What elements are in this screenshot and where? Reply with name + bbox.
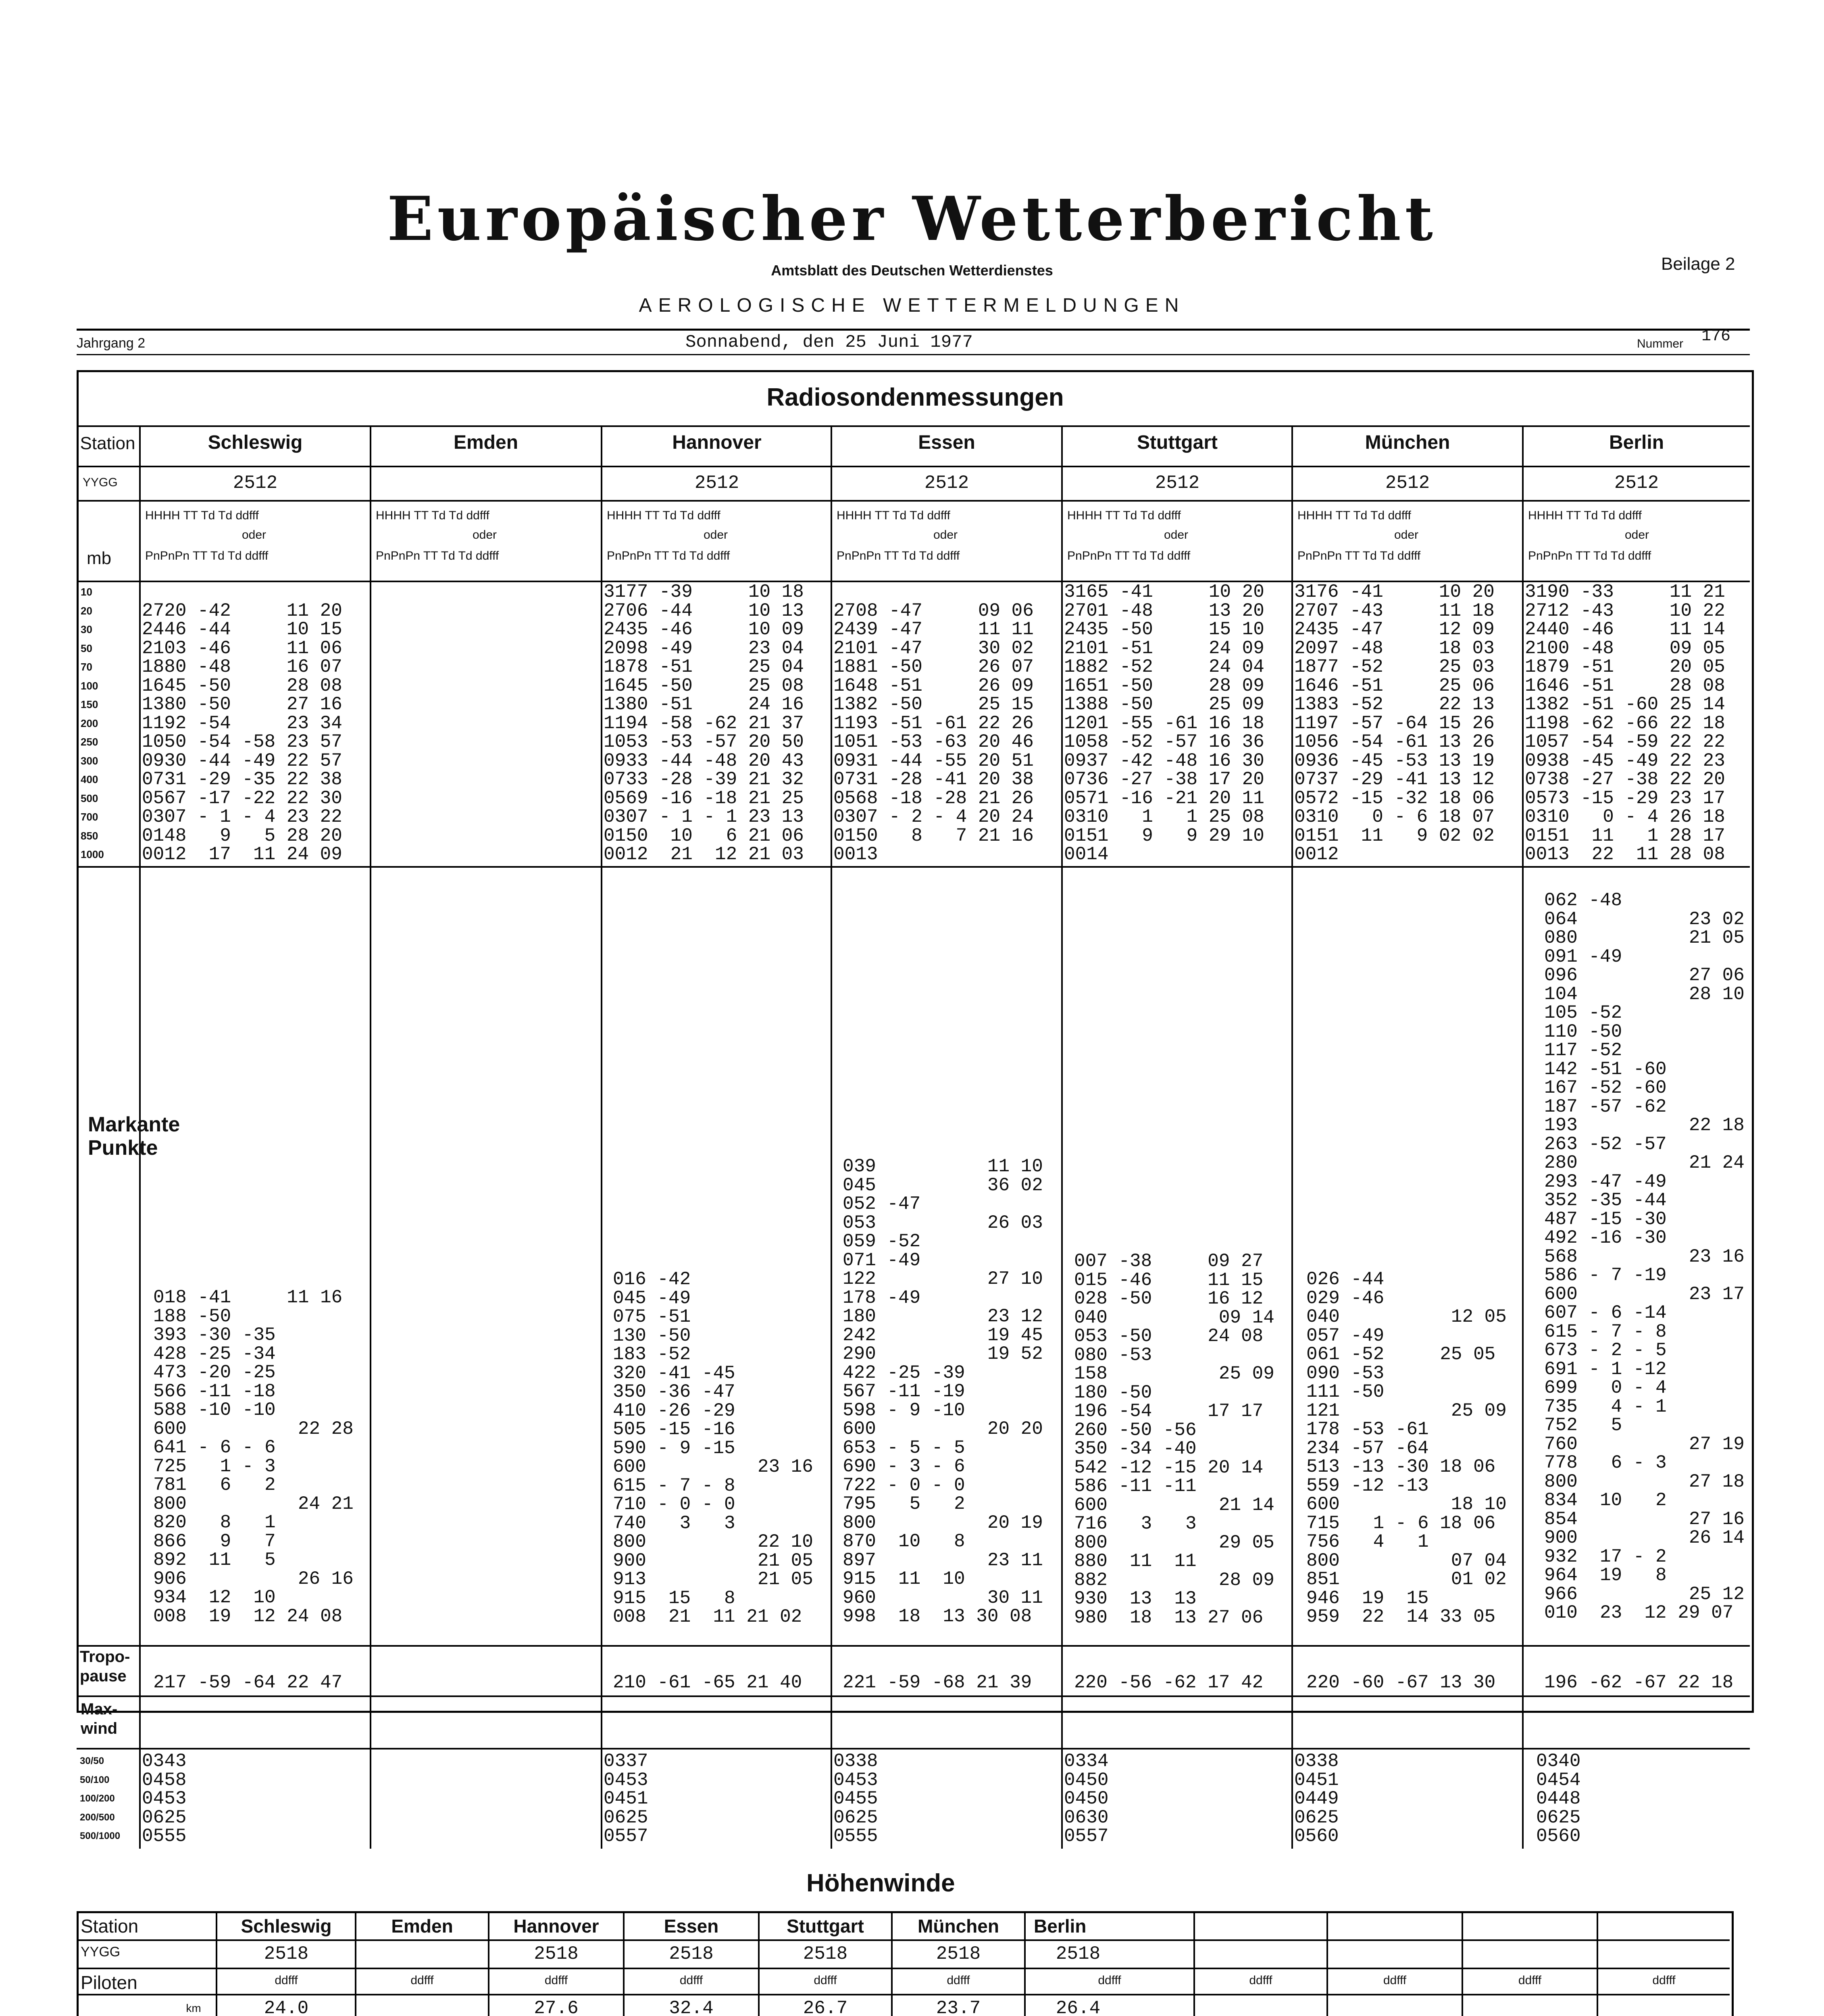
- yygg-value: 2512: [1155, 473, 1200, 494]
- col-head-or: oder: [473, 528, 497, 541]
- col-head: HHHH TT Td Td ddfff: [837, 509, 950, 522]
- station-name: Stuttgart: [1137, 432, 1218, 453]
- tropopause-value: 220 -60 -67 13 30: [1306, 1672, 1496, 1693]
- station-data: 2720 -42 11 20 2446 -44 10 15 2103 -46 11 06 1880 -48 16 07 1645 -50 28 08 1380 -50 27 16 1192 -54 23 34 1050 -54 -58 23 57 0930 -44 -49 22 57 0731 -29 -35 22 38 0567 -17 -22 22 30 0307 - 1 - 4 23 22 0148 9 5 28 20 0012 17 11 24 09: [142, 600, 342, 865]
- shear-layers: 30/50 50/100 100/200 200/500 500/1000: [80, 1756, 121, 1841]
- gipfel-km: 23.7: [936, 1998, 981, 2016]
- shear-values: 0343 0458 0453 0625 0555: [142, 1751, 187, 1847]
- station-data: 3165 -41 10 20 2701 -48 13 20 2435 -50 15 10 2101 -51 24 09 1882 -52 24 04 1651 -50 28 09 1388 -50 25 09 1201 -55 -61 16 18 1058 -52 -57 16 36 0937 -42 -48 16 30 0736 -27 -38 17 20 0571 -16 -21 20 11 0310 1 1 25 08 0151 9 9 29 10 0014: [1064, 581, 1264, 865]
- station-name: Essen: [918, 432, 975, 453]
- jahrgang-label: Jahrgang 2: [77, 335, 146, 351]
- station-data: 3176 -41 10 20 2707 -43 11 18 2435 -47 12 09 2097 -48 18 03 1877 -52 25 03 1646 -51 25 06 1383 -52 22 13 1197 -57 -64 15 26 1056 -54 -61 13 26 0936 -45 -53 13 19 0737 -29 -41 13 12 0572 -15 -32 18 06 0310 0 - 6 18 07 0151 11 9 02 02 0012: [1294, 581, 1495, 865]
- hw-station-name: Hannover: [513, 1916, 599, 1937]
- column-divider: [1326, 1911, 1328, 2016]
- col-head: HHHH TT Td Td ddfff: [376, 509, 489, 522]
- col-head: HHHH TT Td Td ddfff: [145, 509, 259, 522]
- grid-line: [77, 1939, 1730, 1941]
- hw-yygg: 2518: [936, 1943, 981, 1964]
- col-head-or: oder: [1394, 528, 1419, 541]
- col-head: HHHH TT Td Td ddfff: [1528, 509, 1642, 522]
- markante-data: 016 -42 045 -49 075 -51 130 -50 183 -52 320 -41 -45 350 -36 -47 410 -26 -29 505 -15 -16 590 - 9 -15 600 23 16 615 - 7 - 8 710 - 0 - 0 740 3 3 800 22 10 900 21 05 913 21 05 915 15 8 008 21 11 21 02: [613, 1269, 813, 1627]
- shear-values: 0334 0450 0450 0630 0557: [1064, 1751, 1109, 1847]
- station-name: Hannover: [672, 432, 762, 453]
- column-divider: [216, 1911, 217, 2016]
- grid-line: [77, 500, 1750, 502]
- column-divider: [1597, 1911, 1598, 2016]
- col-head: PnPnPn TT Td Td ddfff: [1528, 549, 1651, 562]
- hw-station-name: Emden: [391, 1916, 453, 1937]
- hw-yygg: 2518: [803, 1943, 848, 1964]
- column-divider: [831, 425, 832, 1849]
- station-name: Schleswig: [208, 432, 303, 453]
- column-divider: [1522, 425, 1524, 1849]
- hw-ddfff-head: ddfff: [1383, 1974, 1407, 1987]
- grid-line: [77, 1748, 1750, 1749]
- document-subtitle: Amtsblatt des Deutschen Wetterdienstes: [771, 262, 1053, 279]
- column-divider: [1061, 425, 1063, 1849]
- markante-data: 062 -48 064 23 02 080 21 05 091 -49 096 27 06 104 28 10 105 -52 110 -50 117 -52 142 -51 -60 167 -52 -60 187 -57 -62 193 22 18 263 -52 -57 280 21 24 293 -47 -49 352 -35 -44 487 -15 -30 492 -16 -30 568 23 16 586 - 7 -19 600 23 17 607 - 6 -14 615 - 7 - 8 673 - 2 - 5 691 - 1 -12 699 0 - 4 735 4 - 1 752 5 760 27 19 778 6 - 3 800 27 18 834 10 2 854 27 16 900 26 14 932 17 - 2 964 19 8 966 25 12 010 23 12 29 07: [1544, 890, 1745, 1623]
- hw-yygg: 2518: [534, 1943, 579, 1964]
- hw-station-label: Station: [81, 1916, 139, 1937]
- col-head: PnPnPn TT Td Td ddfff: [145, 549, 269, 562]
- hw-yygg: 2518: [1056, 1943, 1101, 1964]
- station-data: 3177 -39 10 18 2706 -44 10 13 2435 -46 10 09 2098 -49 23 04 1878 -51 25 04 1645 -50 25 08 1380 -51 24 16 1194 -58 -62 21 37 1053 -53 -57 20 50 0933 -44 -48 20 43 0733 -28 -39 21 32 0569 -16 -18 21 25 0307 - 1 - 1 23 13 0150 10 6 21 06 0012 21 12 21 03: [604, 581, 804, 865]
- markante-data: 026 -44 029 -46 040 12 05 057 -49 061 -52 25 05 090 -53 111 -50 121 25 09 178 -53 -61 234 -57 -64 513 -13 -30 18 06 559 -12 -13 600 18 10 715 1 - 6 18 06 756 4 1 800 07 04 851 01 02 946 19 15 959 22 14 33 05: [1306, 1269, 1507, 1627]
- yygg-value: 2512: [1385, 473, 1430, 494]
- hw-station-name: Essen: [664, 1916, 719, 1937]
- gipfel-km: 24.0: [264, 1998, 309, 2016]
- header-rule-bottom: [77, 354, 1750, 355]
- shear-values: 0337 0453 0451 0625 0557: [604, 1751, 648, 1847]
- hw-yygg-label: YYGG: [81, 1944, 121, 1960]
- col-head: PnPnPn TT Td Td ddfff: [607, 549, 730, 562]
- column-divider: [601, 425, 602, 1849]
- yygg-value: 2512: [694, 473, 739, 494]
- hw-ddfff-head: ddfff: [679, 1974, 703, 1987]
- nummer-label: Nummer: [1637, 337, 1684, 350]
- column-divider: [1291, 425, 1293, 1849]
- col-head: PnPnPn TT Td Td ddfff: [837, 549, 960, 562]
- markante-punkte-label: Markante Punkte: [88, 1113, 180, 1160]
- col-head: PnPnPn TT Td Td ddfff: [376, 549, 499, 562]
- station-data: 3190 -33 11 21 2712 -43 10 22 2440 -46 11 14 2100 -48 09 05 1879 -51 20 05 1646 -51 28 08 1382 -51 -60 25 14 1198 -62 -66 22 18 1057 -54 -59 22 22 0938 -45 -49 22 23 0738 -27 -38 22 20 0573 -15 -29 23 17 0310 0 - 4 26 18 0151 11 1 28 17 0013 22 11 28 08: [1525, 581, 1725, 865]
- hw-yygg: 2518: [264, 1943, 309, 1964]
- shear-values: 0338 0453 0455 0625 0555: [833, 1751, 878, 1847]
- markante-data: 018 -41 11 16 188 -50 393 -30 -35 428 -25 -34 473 -20 -25 566 -11 -18 588 -10 -10 600 22 28 641 - 6 - 6 725 1 - 3 781 6 2 800 24 21 820 8 1 866 9 7 892 11 5 906 26 16 934 12 10 008 19 12 24 08: [153, 1287, 354, 1627]
- col-head-or: oder: [933, 528, 958, 541]
- hw-ddfff-head: ddfff: [814, 1974, 837, 1987]
- tropopause-value: 220 -56 -62 17 42: [1074, 1672, 1264, 1693]
- nummer-value: 176: [1701, 327, 1731, 346]
- station-name: München: [1365, 432, 1450, 453]
- grid-line: [77, 425, 1750, 427]
- hw-station-name: Schleswig: [241, 1916, 332, 1937]
- hw-station-name: Stuttgart: [787, 1916, 864, 1937]
- hw-ddfff-head: ddfff: [947, 1974, 970, 1987]
- yygg-value: 2512: [924, 473, 969, 494]
- station-data: 2708 -47 09 06 2439 -47 11 11 2101 -47 30 02 1881 -50 26 07 1648 -51 26 09 1382 -50 25 15 1193 -51 -61 22 26 1051 -53 -63 20 46 0931 -44 -55 20 51 0731 -28 -41 20 38 0568 -18 -28 21 26 0307 - 2 - 4 20 24 0150 8 7 21 16 0013: [833, 600, 1034, 865]
- tropopause-value: 210 -61 -65 21 40: [613, 1672, 802, 1693]
- document-title: Europäischer Wetterbericht: [387, 183, 1437, 254]
- grid-line: [77, 866, 1750, 868]
- hw-ddfff-head: ddfff: [410, 1974, 434, 1987]
- col-head: PnPnPn TT Td Td ddfff: [1297, 549, 1421, 562]
- station-name: Emden: [453, 432, 518, 453]
- hw-ddfff-head: ddfff: [275, 1974, 298, 1987]
- maxwind-label: Max- wind: [81, 1700, 118, 1737]
- column-divider: [370, 425, 371, 1849]
- gipfel-km: 26.4: [1056, 1998, 1101, 2016]
- tropopause-label: Tropo- pause: [80, 1648, 130, 1685]
- tropopause-value: 217 -59 -64 22 47: [153, 1672, 343, 1693]
- pressure-levels: 10 20 30 50 70 100 150 200 250 300 400 500 700 850 1000: [81, 586, 104, 860]
- markante-data: 039 11 10 045 36 02 052 -47 053 26 03 059 -52 071 -49 122 27 10 178 -49 180 23 12 242 19 45 290 19 52 422 -25 -39 567 -11 -19 598 - 9 -10 600 20 20 653 - 5 - 5 690 - 3 - 6 722 - 0 - 0 795 5 2 800 20 19 870 10 8 897 23 11 915 11 10 960 30 11 998 18 13 30 08: [843, 1156, 1043, 1627]
- col-head-or: oder: [242, 528, 267, 541]
- hw-ddfff-head: ddfff: [1098, 1974, 1121, 1987]
- hoehenwinde-title: Höhenwinde: [806, 1869, 955, 1897]
- col-head: PnPnPn TT Td Td ddfff: [1067, 549, 1191, 562]
- yygg-label: YYGG: [83, 476, 118, 489]
- station-label: Station: [80, 433, 135, 453]
- station-name: Berlin: [1609, 432, 1664, 453]
- yygg-value: 2512: [1614, 473, 1659, 494]
- grid-line: [77, 1695, 1750, 1697]
- markante-data: 007 -38 09 27 015 -46 11 15 028 -50 16 12 040 09 14 053 -50 24 08 080 -53 158 25 09 180 -50 196 -54 17 17 260 -50 -56 350 -34 -40 542 -12 -15 20 14 586 -11 -11 600 21 14 716 3 3 800 29 05 880 11 11 882 28 09 930 13 13 980 18 13 27 06: [1074, 1251, 1274, 1628]
- hw-ddfff-head: ddfff: [1652, 1974, 1676, 1987]
- shear-values: 0338 0451 0449 0625 0560: [1294, 1751, 1339, 1847]
- hw-km-label: km: [186, 2002, 201, 2014]
- beilage-label: Beilage 2: [1661, 254, 1735, 274]
- header-rule: [77, 329, 1750, 331]
- tropopause-value: 196 -62 -67 22 18: [1544, 1672, 1734, 1693]
- hw-station-name: München: [918, 1916, 999, 1937]
- hw-ddfff-head: ddfff: [544, 1974, 568, 1987]
- grid-line: [77, 581, 1750, 582]
- col-head-or: oder: [704, 528, 728, 541]
- col-head: HHHH TT Td Td ddfff: [607, 509, 720, 522]
- hw-station-name: Berlin: [1034, 1916, 1087, 1937]
- hw-ddfff-head: ddfff: [1249, 1974, 1272, 1987]
- col-head: HHHH TT Td Td ddfff: [1067, 509, 1181, 522]
- col-head-or: oder: [1625, 528, 1649, 541]
- grid-line: [77, 1994, 1730, 1995]
- radiosonde-title: Radiosondenmessungen: [766, 383, 1064, 411]
- grid-line: [77, 1968, 1730, 1969]
- col-head-or: oder: [1164, 528, 1189, 541]
- tropopause-value: 221 -59 -68 21 39: [843, 1672, 1032, 1693]
- gipfel-km: 32.4: [669, 1998, 714, 2016]
- grid-line: [77, 466, 1750, 467]
- section-title: AEROLOGISCHE WETTERMELDUNGEN: [639, 295, 1185, 316]
- hw-yygg: 2518: [669, 1943, 714, 1964]
- gipfel-km: 26.7: [803, 1998, 848, 2016]
- col-head: HHHH TT Td Td ddfff: [1297, 509, 1411, 522]
- grid-line: [77, 1645, 1750, 1647]
- gipfel-km: 27.6: [534, 1998, 579, 2016]
- mb-label: mb: [87, 548, 112, 568]
- hw-ddfff-head: ddfff: [1518, 1974, 1542, 1987]
- column-divider: [1462, 1911, 1463, 2016]
- issue-date: Sonnabend, den 25 Juni 1977: [685, 332, 973, 352]
- shear-values: 0340 0454 0448 0625 0560: [1536, 1751, 1581, 1847]
- yygg-value: 2512: [233, 473, 278, 494]
- hw-piloten-label: Piloten: [81, 1972, 137, 1993]
